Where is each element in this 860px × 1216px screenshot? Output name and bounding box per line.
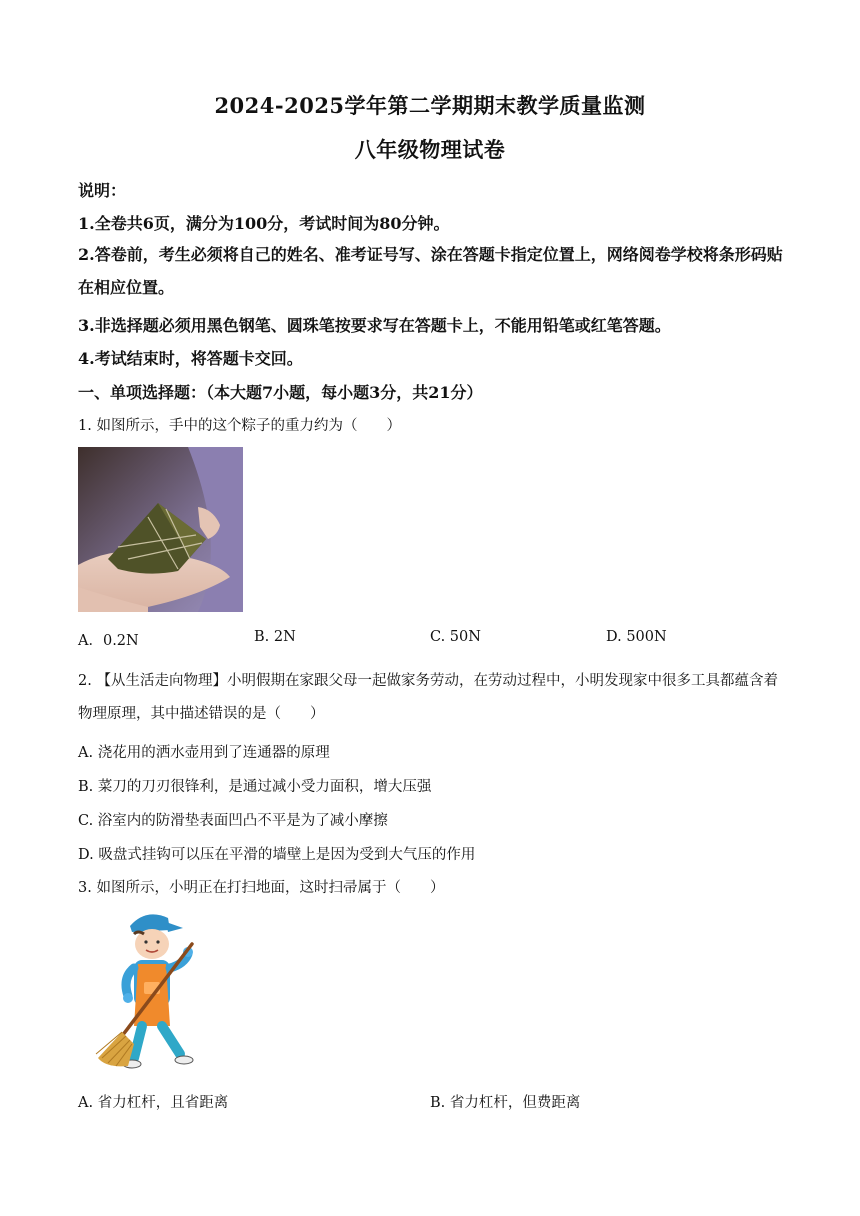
question-stem: 3. 如图所示，小明正在打扫地面，这时扫帚属于（ ） [78, 880, 445, 896]
answer-option: D. 吸盘式挂钩可以压在平滑的墙壁上是因为受到大气压的作用 [78, 847, 476, 863]
answer-option: B. 菜刀的刀刃很锋利，是通过减小受力面积，增大压强 [78, 779, 432, 795]
answer-option: B. 2N [254, 629, 296, 645]
exam-subtitle: 八年级物理试卷 [354, 137, 506, 162]
answer-option: A. 省力杠杆，且省距离 [78, 1095, 229, 1111]
instruction-item: 2.答卷前，考生必须将自己的姓名、准考证号写、涂在答题卡指定位置上，网络阅卷学校将条形码贴在相应位置。 [78, 245, 783, 297]
answer-option: A．0.2N [78, 633, 139, 649]
section-heading: 一、单项选择题：（本大题7小题，每小题3分，共21分） [78, 383, 483, 402]
answer-option: A. 浇花用的洒水壶用到了连通器的原理 [78, 745, 330, 761]
question-stem: 1. 如图所示，手中的这个粽子的重力约为（ ） [78, 418, 401, 434]
answer-option: D. 500N [606, 629, 667, 645]
zongzi-photo [78, 447, 243, 612]
question-stem: 2. 【从生活走向物理】小明假期在家跟父母一起做家务劳动，在劳动过程中，小明发现家中很多工具都蕴含着物理原理，其中描述错误的是（ ） [78, 673, 778, 722]
answer-option: C. 50N [430, 629, 481, 645]
instruction-item: 3.非选择题必须用黑色钢笔、圆珠笔按要求写在答题卡上，不能用铅笔或红笔答题。 [78, 316, 671, 335]
exam-title: 2024-2025学年第二学期期末教学质量监测 [214, 93, 646, 118]
answer-option: B. 省力杠杆，但费距离 [430, 1095, 581, 1111]
instruction-item: 4.考试结束时，将答题卡交回。 [78, 349, 303, 368]
instruction-item: 1.全卷共6页，满分为100分，考试时间为80分钟。 [78, 214, 450, 233]
answer-option: C. 浴室内的防滑垫表面凹凸不平是为了减小摩擦 [78, 813, 388, 829]
sweeping-boy-illustration [88, 908, 208, 1073]
instructions-heading: 说明： [78, 181, 127, 200]
